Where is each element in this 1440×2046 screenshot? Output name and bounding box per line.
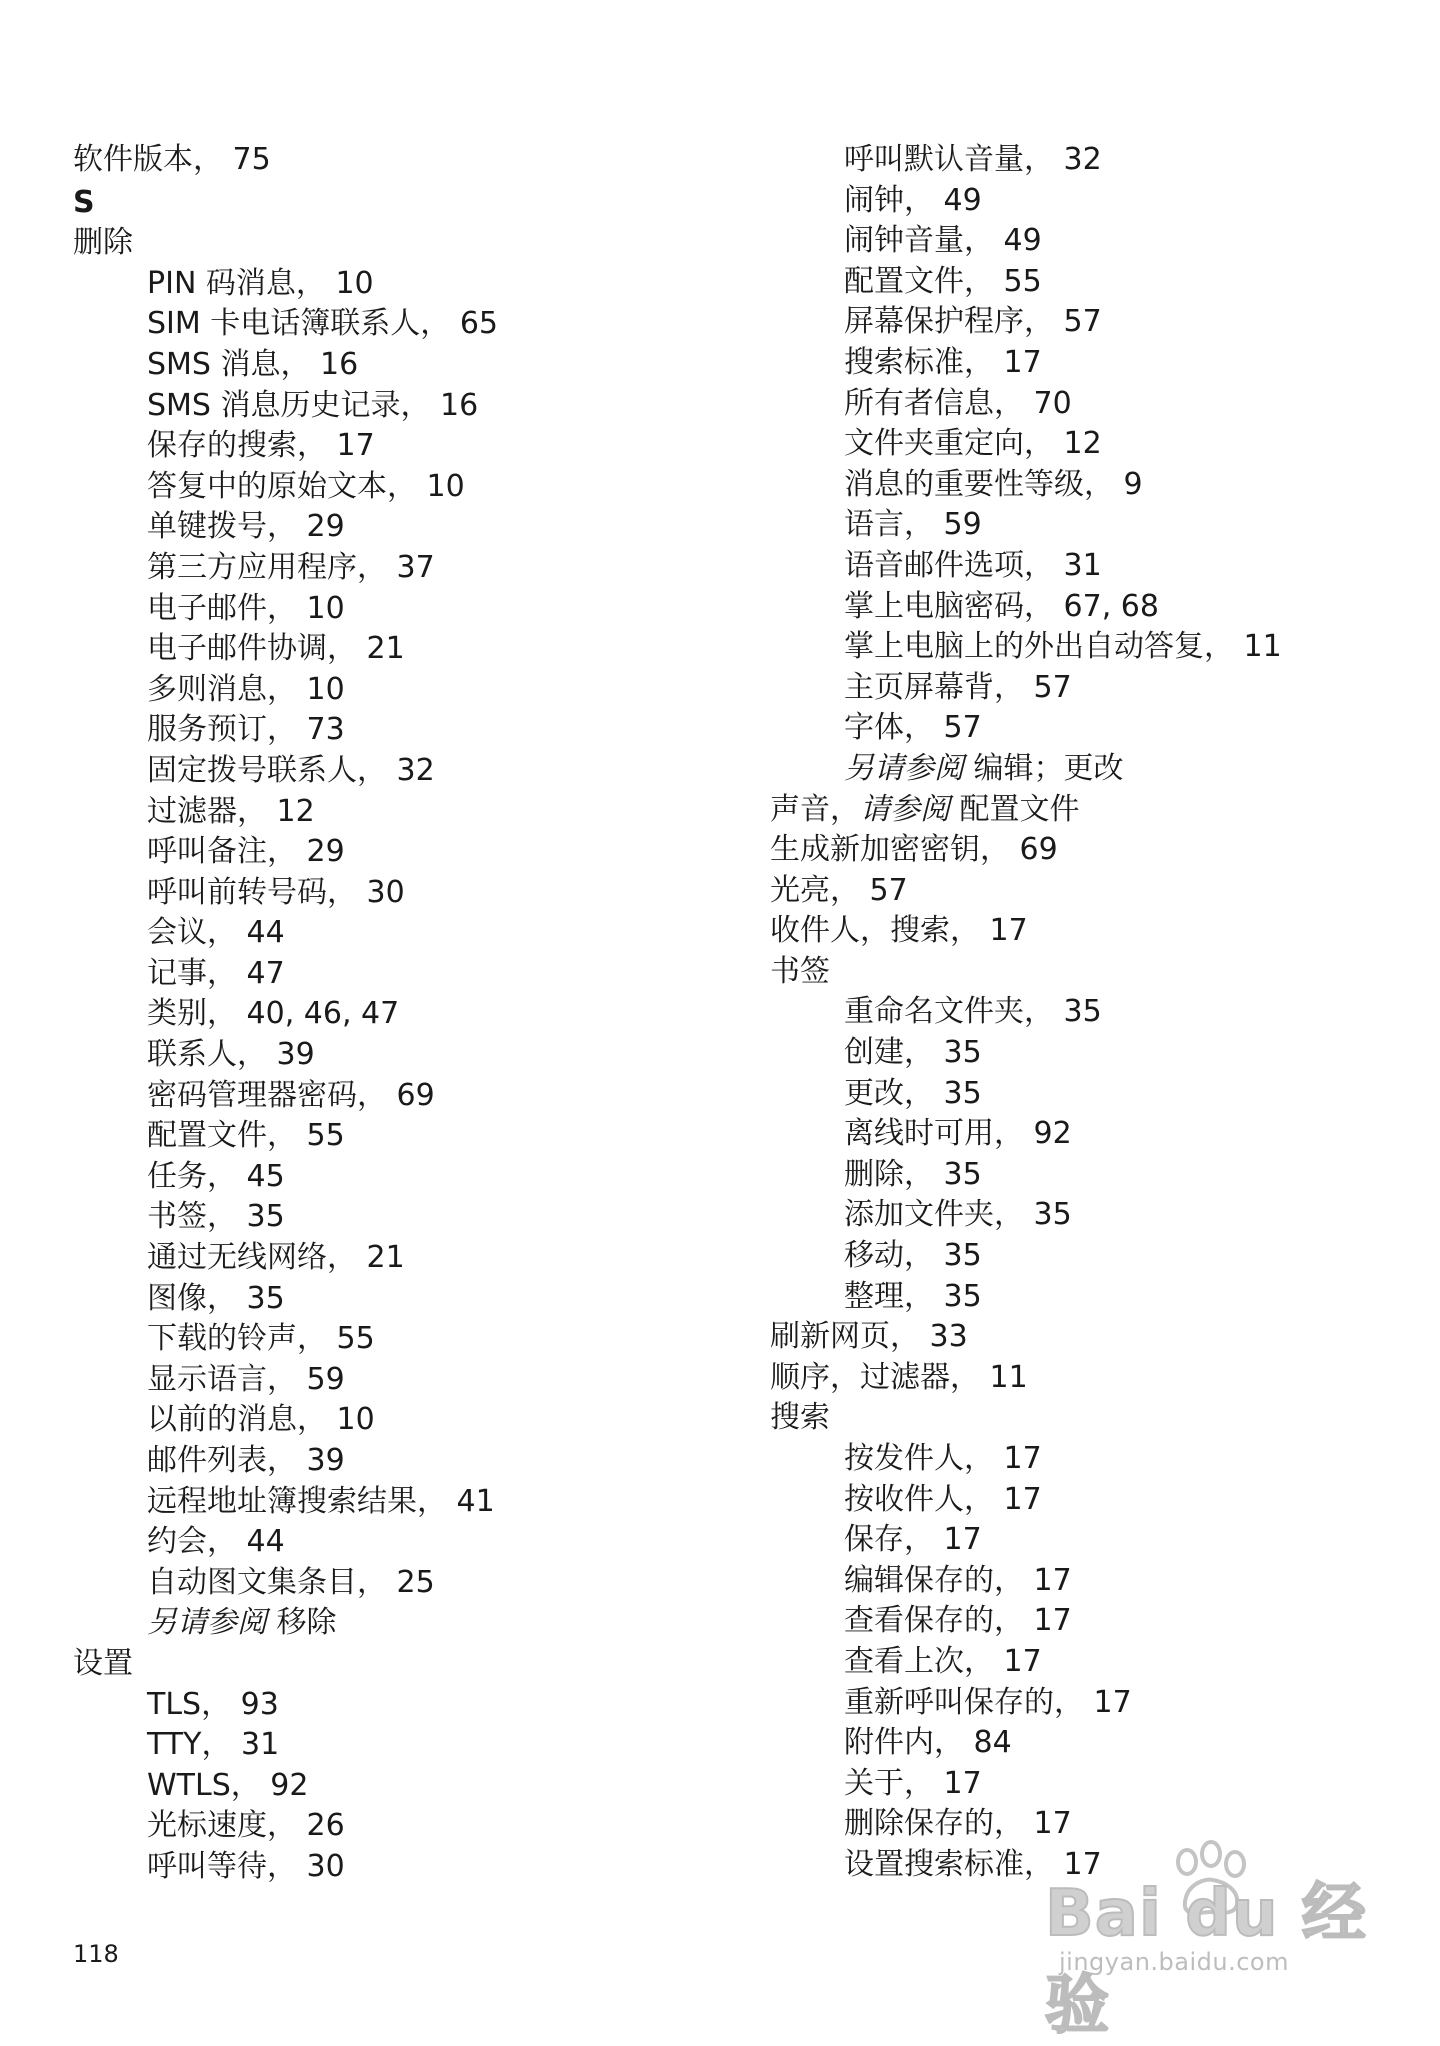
index-subentry: 书签， 35	[147, 1199, 285, 1235]
index-subentry: 按发件人， 17	[844, 1441, 1042, 1476]
index-subentry: 更改， 35	[844, 1075, 982, 1111]
see-also-label: 请参阅	[860, 791, 950, 827]
index-subentry: 通过无线网络， 21	[147, 1240, 405, 1276]
page-number: 118	[73, 1940, 119, 1968]
index-entry: 搜索	[770, 1400, 830, 1436]
index-subentry: 任务， 45	[147, 1158, 285, 1194]
index-subentry: 光标速度， 26	[147, 1808, 345, 1844]
index-subentry: 下载的铃声， 55	[147, 1321, 375, 1357]
index-subentry: 呼叫默认音量， 32	[844, 142, 1102, 177]
index-subentry	[770, 749, 1410, 790]
index-subentry: 附件内， 84	[844, 1725, 1012, 1761]
index-subentry: 删除保存的， 17	[844, 1806, 1072, 1842]
index-subentry: 约会， 44	[147, 1524, 285, 1560]
index-entry: 光亮， 57	[770, 872, 908, 908]
index-subentry: 离线时可用， 92	[844, 1116, 1072, 1152]
index-subentry: 创建， 35	[844, 1035, 982, 1071]
index-subentry: 记事， 47	[147, 955, 285, 991]
index-subentry: 消息的重要性等级， 9	[844, 466, 1143, 502]
index-right-column	[770, 140, 1410, 1886]
index-subentry: 搜索标准， 17	[844, 344, 1042, 380]
index-subentry: SMS 消息， 16	[147, 346, 359, 382]
index-subentry: PIN 码消息， 10	[147, 265, 374, 301]
see-also-label: 另请参阅	[844, 750, 964, 786]
index-subentry: 掌上电脑密码， 67, 68	[844, 588, 1159, 624]
index-subentry: 编辑保存的， 17	[844, 1562, 1072, 1598]
index-subentry: TTY， 31	[147, 1727, 280, 1763]
index-subentry: 保存， 17	[844, 1522, 982, 1558]
index-subentry: 呼叫等待， 30	[147, 1848, 345, 1884]
index-entry: 收件人，搜索， 17	[770, 913, 1028, 949]
index-subentry: 屏幕保护程序， 57	[844, 304, 1102, 340]
index-entry: 删除	[73, 225, 133, 261]
index-subentry: 固定拨号联系人， 32	[147, 752, 435, 788]
index-subentry: 设置搜索标准， 17	[844, 1846, 1102, 1882]
index-subentry: 以前的消息， 10	[147, 1402, 375, 1438]
index-entry: 刷新网页， 33	[770, 1319, 968, 1355]
index-subentry: 答复中的原始文本， 10	[147, 468, 465, 504]
index-subentry: 字体， 57	[844, 710, 982, 746]
index-entry	[770, 790, 1410, 831]
index-subentry: 电子邮件， 10	[147, 590, 345, 626]
index-subentry: 语音邮件选项， 31	[844, 547, 1102, 583]
index-subentry: SIM 卡电话簿联系人， 65	[147, 306, 499, 342]
index-subentry: 邮件列表， 39	[147, 1443, 345, 1478]
index-subentry: 联系人， 39	[147, 1037, 315, 1073]
see-also-target: 移除	[267, 1605, 337, 1641]
index-subentry: 闹钟音量， 49	[844, 223, 1042, 259]
index-subentry: 所有者信息， 70	[844, 385, 1072, 421]
index-subentry: 过滤器， 12	[147, 793, 315, 829]
index-entry: 顺序，过滤器， 11	[770, 1359, 1028, 1395]
index-subentry: 重新呼叫保存的， 17	[844, 1684, 1132, 1720]
index-subentry: 配置文件， 55	[844, 263, 1042, 299]
index-subentry: 文件夹重定向， 12	[844, 426, 1102, 462]
index-subentry: 服务预订， 73	[147, 712, 345, 748]
entry-text: 声音，	[770, 791, 860, 827]
index-subentry: 类别， 40, 46, 47	[147, 996, 400, 1032]
index-subentry: 第三方应用程序， 37	[147, 549, 435, 585]
index-subentry: 按收件人， 17	[844, 1481, 1042, 1517]
see-also-target: 编辑；更改	[964, 750, 1124, 786]
index-subentry: 闹钟， 49	[844, 182, 982, 218]
watermark-logo-text: Bai du 经验	[1045, 1877, 1367, 2043]
index-subentry: 密码管理器密码， 69	[147, 1077, 435, 1113]
index-subentry: 查看保存的， 17	[844, 1603, 1072, 1639]
index-subentry: 远程地址簿搜索结果， 41	[147, 1483, 495, 1519]
baidu-jingyan-watermark	[1045, 1840, 1375, 2043]
index-entry: 书签	[770, 953, 830, 989]
index-subentry: TLS， 93	[147, 1686, 279, 1722]
index-subentry: WTLS， 92	[147, 1767, 309, 1803]
index-subentry: 删除， 35	[844, 1156, 982, 1192]
index-subentry: SMS 消息历史记录， 16	[147, 387, 479, 423]
index-entry: 生成新加密密钥， 69	[770, 832, 1058, 868]
index-subentry: 主页屏幕背， 57	[844, 669, 1072, 705]
index-subentry: 图像， 35	[147, 1280, 285, 1316]
index-entry: 软件版本， 75	[73, 142, 271, 177]
index-section-letter: S	[73, 184, 95, 220]
index-subentry	[73, 1603, 713, 1644]
index-subentry: 电子邮件协调， 21	[147, 631, 405, 667]
index-subentry: 关于， 17	[844, 1765, 982, 1801]
index-subentry: 保存的搜索， 17	[147, 428, 375, 464]
index-subentry: 查看上次， 17	[844, 1643, 1042, 1679]
index-subentry: 单键拨号， 29	[147, 509, 345, 545]
see-also-label: 另请参阅	[147, 1605, 267, 1641]
watermark-url: jingyan.baidu.com	[1059, 1948, 1289, 1976]
index-subentry: 配置文件， 55	[147, 1118, 345, 1154]
index-subentry: 呼叫备注， 29	[147, 834, 345, 870]
index-subentry: 添加文件夹， 35	[844, 1197, 1072, 1233]
index-left-column	[73, 140, 713, 1888]
index-subentry: 整理， 35	[844, 1278, 982, 1314]
index-subentry: 重命名文件夹， 35	[844, 994, 1102, 1030]
index-subentry: 语言， 59	[844, 507, 982, 543]
index-entry: 设置	[73, 1645, 133, 1681]
index-subentry: 呼叫前转号码， 30	[147, 874, 405, 910]
index-subentry: 多则消息， 10	[147, 671, 345, 707]
index-subentry: 掌上电脑上的外出自动答复， 11	[844, 629, 1282, 665]
index-subentry: 自动图文集条目， 25	[147, 1564, 435, 1600]
index-subentry: 显示语言， 59	[147, 1361, 345, 1397]
see-also-target: 配置文件	[950, 791, 1080, 827]
index-subentry: 会议， 44	[147, 915, 285, 951]
index-subentry: 移动， 35	[844, 1238, 982, 1274]
